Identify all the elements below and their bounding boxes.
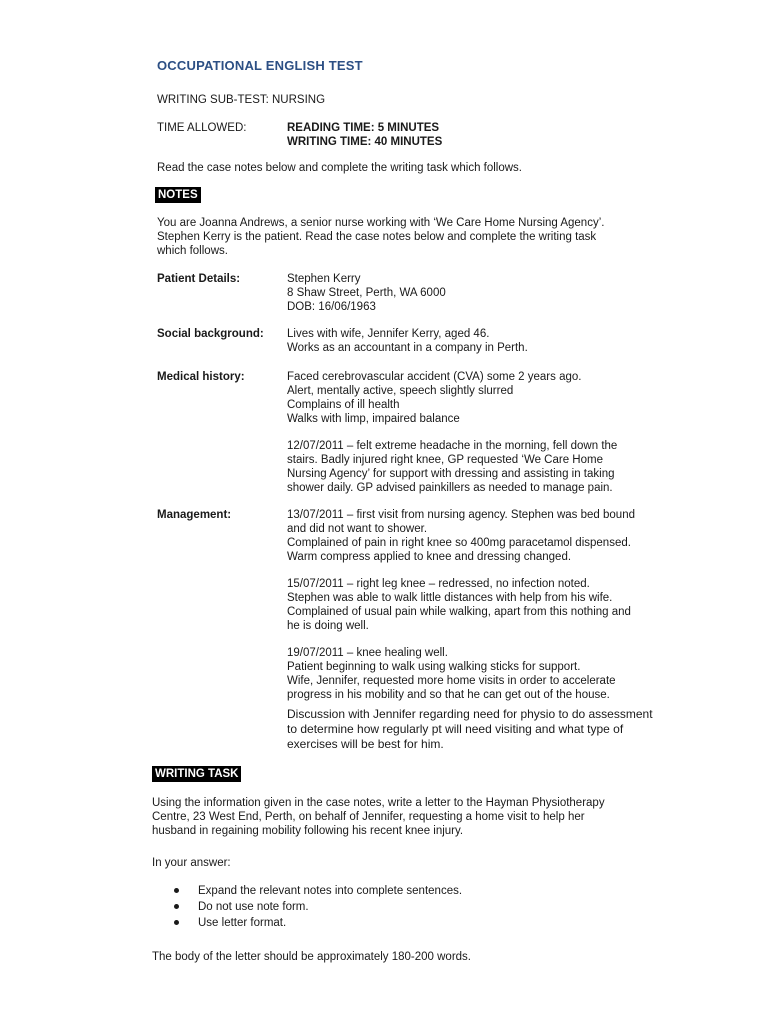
writing-task-text (152, 796, 712, 838)
medical-line: 12/07/2011 – felt extreme headache in the morning, fell down the (287, 440, 618, 452)
writing-task-badge: WRITING TASK (152, 766, 241, 782)
task-line: Using the information given in the case notes, write a letter to the Hayman Physiotherapy (152, 797, 605, 809)
notes-intro-line: which follows. (157, 245, 228, 257)
writing-time: WRITING TIME: 40 MINUTES (287, 136, 443, 148)
list-item (152, 915, 462, 931)
medical-history (287, 370, 707, 426)
management-line: Complained of pain in right knee so 400mg paracetamol dispensed. (287, 537, 631, 549)
document-title: OCCUPATIONAL ENGLISH TEST (157, 58, 363, 73)
social-line: Works as an accountant in a company in Perth. (287, 342, 528, 354)
patient-dob: DOB: 16/06/1963 (287, 301, 376, 313)
requirement-text: Use letter format. (198, 917, 287, 929)
management-visit-2 (287, 577, 707, 633)
management-line: 15/07/2011 – right leg knee – redressed, no infection noted. (287, 578, 590, 590)
requirement-text: Do not use note form. (198, 901, 309, 913)
requirements-list (152, 883, 462, 931)
management-line: exercises will be best for him. (287, 737, 444, 751)
patient-name: Stephen Kerry (287, 273, 361, 285)
intro-text: Read the case notes below and complete the writing task which follows. (157, 162, 523, 174)
social-line: Lives with wife, Jennifer Kerry, aged 46. (287, 328, 490, 340)
management-line: progress in his mobility and so that he can get out of the house. (287, 689, 610, 701)
management-line: Patient beginning to walk using walking sticks for support. (287, 661, 581, 673)
patient-details-label: Patient Details: (157, 273, 241, 285)
management-visit-3 (287, 646, 707, 702)
notes-badge: NOTES (155, 187, 201, 203)
medical-line: Walks with limp, impaired balance (287, 413, 460, 425)
task-line: Centre, 23 West End, Perth, on behalf of Jennifer, requesting a home visit to help her (152, 811, 585, 823)
reading-time: READING TIME: 5 MINUTES (287, 122, 440, 134)
subtest-heading: WRITING SUB-TEST: NURSING (157, 94, 326, 106)
management-line: and did not want to shower. (287, 523, 428, 535)
management-line: Complained of usual pain while walking, apart from this nothing and (287, 606, 631, 618)
medical-line: Alert, mentally active, speech slightly slurred (287, 385, 514, 397)
notes-intro-line: Stephen Kerry is the patient. Read the case notes below and complete the writing task (157, 231, 597, 243)
list-item (152, 883, 462, 899)
time-allowed-label: TIME ALLOWED: (157, 122, 247, 134)
medical-history-label: Medical history: (157, 371, 245, 383)
medical-line: Nursing Agency’ for support with dressing and assisting in taking (287, 468, 615, 480)
management-discussion (287, 707, 707, 752)
answer-heading: In your answer: (152, 857, 231, 869)
management-visit-1 (287, 508, 707, 564)
task-line: husband in regaining mobility following his recent knee injury. (152, 825, 464, 837)
management-line: Wife, Jennifer, requested more home visits in order to accelerate (287, 675, 616, 687)
management-line: Discussion with Jennifer regarding need for physio to do assessment (287, 707, 653, 721)
medical-incident (287, 439, 707, 495)
medical-line: Complains of ill health (287, 399, 400, 411)
medical-line: shower daily. GP advised painkillers as needed to manage pain. (287, 482, 613, 494)
list-item (152, 899, 462, 915)
management-line: Warm compress applied to knee and dressing changed. (287, 551, 572, 563)
word-count-note: The body of the letter should be approximately 180-200 words. (152, 951, 471, 963)
patient-address: 8 Shaw Street, Perth, WA 6000 (287, 287, 446, 299)
time-values (287, 121, 442, 149)
management-line: to determine how regularly pt will need visiting and what type of (287, 722, 624, 736)
management-line: he is doing well. (287, 620, 369, 632)
medical-line: stairs. Badly injured right knee, GP requested ‘We Care Home (287, 454, 603, 466)
bullet-icon (174, 888, 179, 893)
notes-intro (157, 216, 702, 258)
management-line: 13/07/2011 – first visit from nursing agency. Stephen was bed bound (287, 509, 635, 521)
bullet-icon (174, 920, 179, 925)
medical-line: Faced cerebrovascular accident (CVA) some 2 years ago. (287, 371, 582, 383)
management-line: 19/07/2011 – knee healing well. (287, 647, 448, 659)
management-label: Management: (157, 509, 232, 521)
patient-details (287, 272, 707, 314)
requirement-text: Expand the relevant notes into complete sentences. (198, 885, 463, 897)
bullet-icon (174, 904, 179, 909)
management-line: Stephen was able to walk little distances with help from his wife. (287, 592, 613, 604)
social-background-label: Social background: (157, 328, 264, 340)
notes-intro-line: You are Joanna Andrews, a senior nurse working with ‘We Care Home Nursing Agency’. (157, 217, 605, 229)
social-background (287, 327, 707, 355)
